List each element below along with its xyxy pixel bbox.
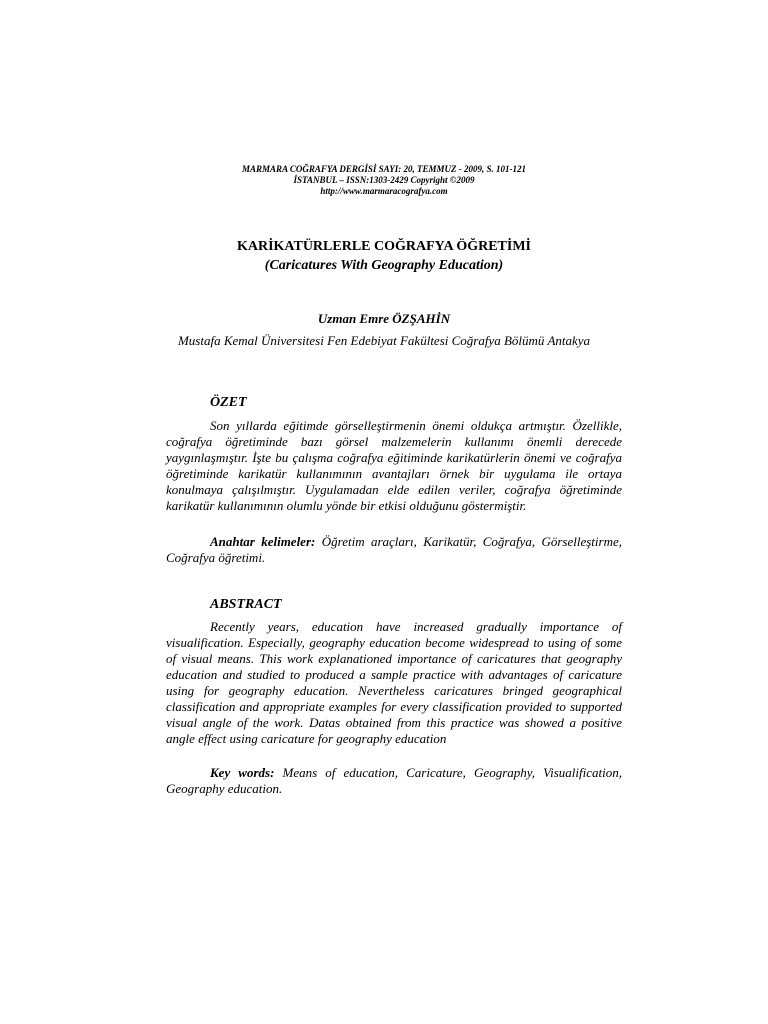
ozet-keywords [166,534,622,566]
author-affiliation: Mustafa Kemal Üniversitesi Fen Edebiyat Fakültesi Coğrafya Bölümü Antakya [177,333,591,348]
journal-header-line1: MARMARA COĞRAFYA DERGİSİ SAYI: 20, TEMMUZ - 2009, S. 101-121 [242,164,526,174]
ozet-keywords-label: Anahtar kelimeler: [210,534,316,549]
abstract-heading: ABSTRACT [210,597,282,612]
article-subtitle: (Caricatures With Geography Education) [264,258,504,273]
abstract-keywords-text: Means of education, Caricature, Geography, Visualification, Geography education. [166,765,622,796]
article-title: KARİKATÜRLERLE COĞRAFYA ÖĞRETİMİ [236,239,532,254]
abstract-keywords-label: Key words: [210,765,275,780]
abstract-keywords [166,765,622,797]
ozet-body: Son yıllarda eğitimde görselleştirmenin önemi oldukça artmıştır. Özellikle, coğrafya öğretiminde bazı görsel malzemelerin kullanımı önemli derecede yaygınlaşmıştır. İşte bu çalışma coğrafya eğitiminde karikatürlerin önemi ve coğrafya öğretiminde karikatür kullanımının avantajları örnek bir uygulama ile ortaya konulmaya çalışılmıştır. Uygulamadan elde edilen veriler, coğrafya öğretiminde karikatür kullanımının olumlu yönde bir etkisi olduğunu göstermiştir. [166,418,622,513]
ozet-keywords-text: Öğretim araçları, Karikatür, Coğrafya, Görselleştirme, Coğrafya öğretimi. [166,534,622,565]
abstract-body: Recently years, education have increased gradually importance of visualification. Especially, geography education become widespread to using of some of visual means. This work explanationed importance of caricatures that geography education and studied to produced a sample practice with advantages of caricature using for geography education. Nevertheless caricatures bringed geographical classification and appropriate examples for every classification provided to supported visual angle of the work. Datas obtained from this practice was showed a positive angle effect using caricature for geography education [166,619,622,746]
ozet-heading: ÖZET [210,395,247,410]
journal-header-line2: İSTANBUL – ISSN:1303-2429 Copyright ©2009 [293,175,475,185]
journal-header-url: http://www.marmaracografya.com [320,186,448,196]
author-name: Uzman Emre ÖZŞAHİN [317,311,451,326]
